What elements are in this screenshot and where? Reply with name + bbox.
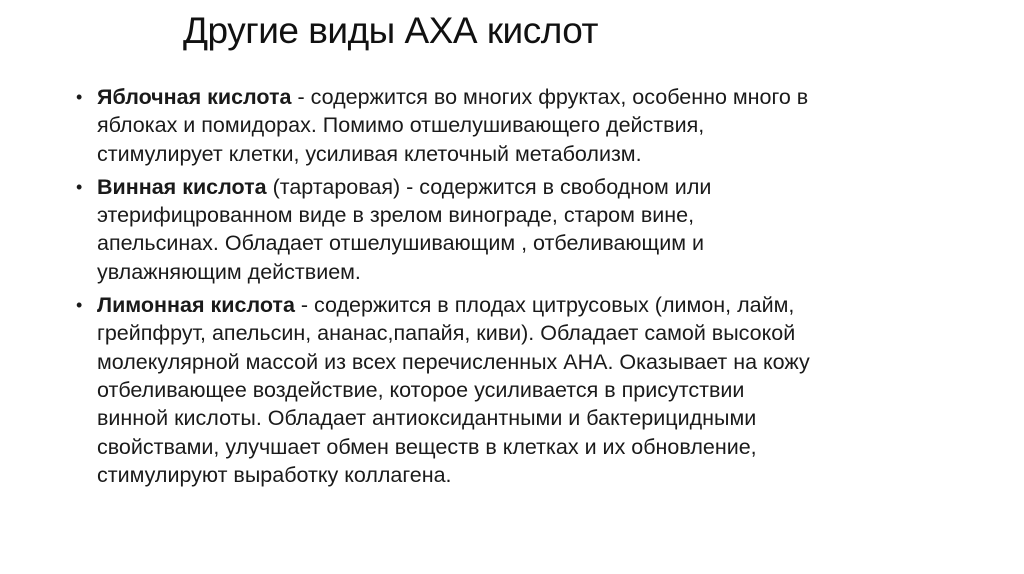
bullet-term: Яблочная кислота	[97, 85, 292, 109]
slide-title: Другие виды АХА кислот	[183, 10, 598, 51]
bullet-text-line: стимулируют выработку коллагена.	[97, 462, 452, 487]
bullet-text-line: отбеливающее воздействие, которое усиливается в присутствии	[97, 377, 745, 402]
bullet-term: Винная кислота	[97, 174, 267, 199]
bullet-text-line: апельсинах. Обладает отшелушивающим , отбеливающим и	[97, 231, 704, 256]
bullet-citric-acid	[70, 291, 970, 489]
bullet-dot-icon: •	[76, 176, 83, 197]
bullet-text-line: грейпфрут, апельсин, ананас,папайя, киви). Обладает самой высокой	[97, 321, 796, 346]
bullet-text-line: яблоках и помидорах. Помимо отшелушивающего действия,	[97, 113, 705, 138]
bullet-text-line: - содержится в плодах цитрусовых (лимон, лайм,	[294, 293, 795, 318]
bullet-text-line: - содержится во многих фруктах, особенно много в	[291, 85, 809, 109]
bullet-text-line: (тартаровая) - содержится в свободном или	[266, 174, 712, 199]
bullet-text-line: стимулирует клетки, усиливая клеточный метаболизм.	[97, 141, 642, 166]
bullet-text-line: винной кислоты. Обладает антиоксидантными и бактерицидными	[97, 406, 757, 431]
bullet-text-line: молекулярной массой из всех перечисленных АНА. Оказывает на кожу	[97, 349, 810, 374]
bullet-term: Лимонная кислота	[97, 293, 295, 318]
bullet-text-line: этерифицрованном виде в зрелом винограде, старом вине,	[97, 203, 695, 228]
bullet-tartaric-acid	[70, 173, 970, 286]
bullet-text-line: увлажняющим действием.	[97, 259, 361, 284]
bullet-text-line: свойствами, улучшает обмен веществ в клетках и их обновление,	[97, 434, 757, 459]
bullet-malic-acid	[70, 83, 970, 168]
bullet-dot-icon: •	[76, 87, 83, 107]
bullet-dot-icon: •	[76, 295, 83, 316]
bullet-list	[70, 83, 970, 494]
